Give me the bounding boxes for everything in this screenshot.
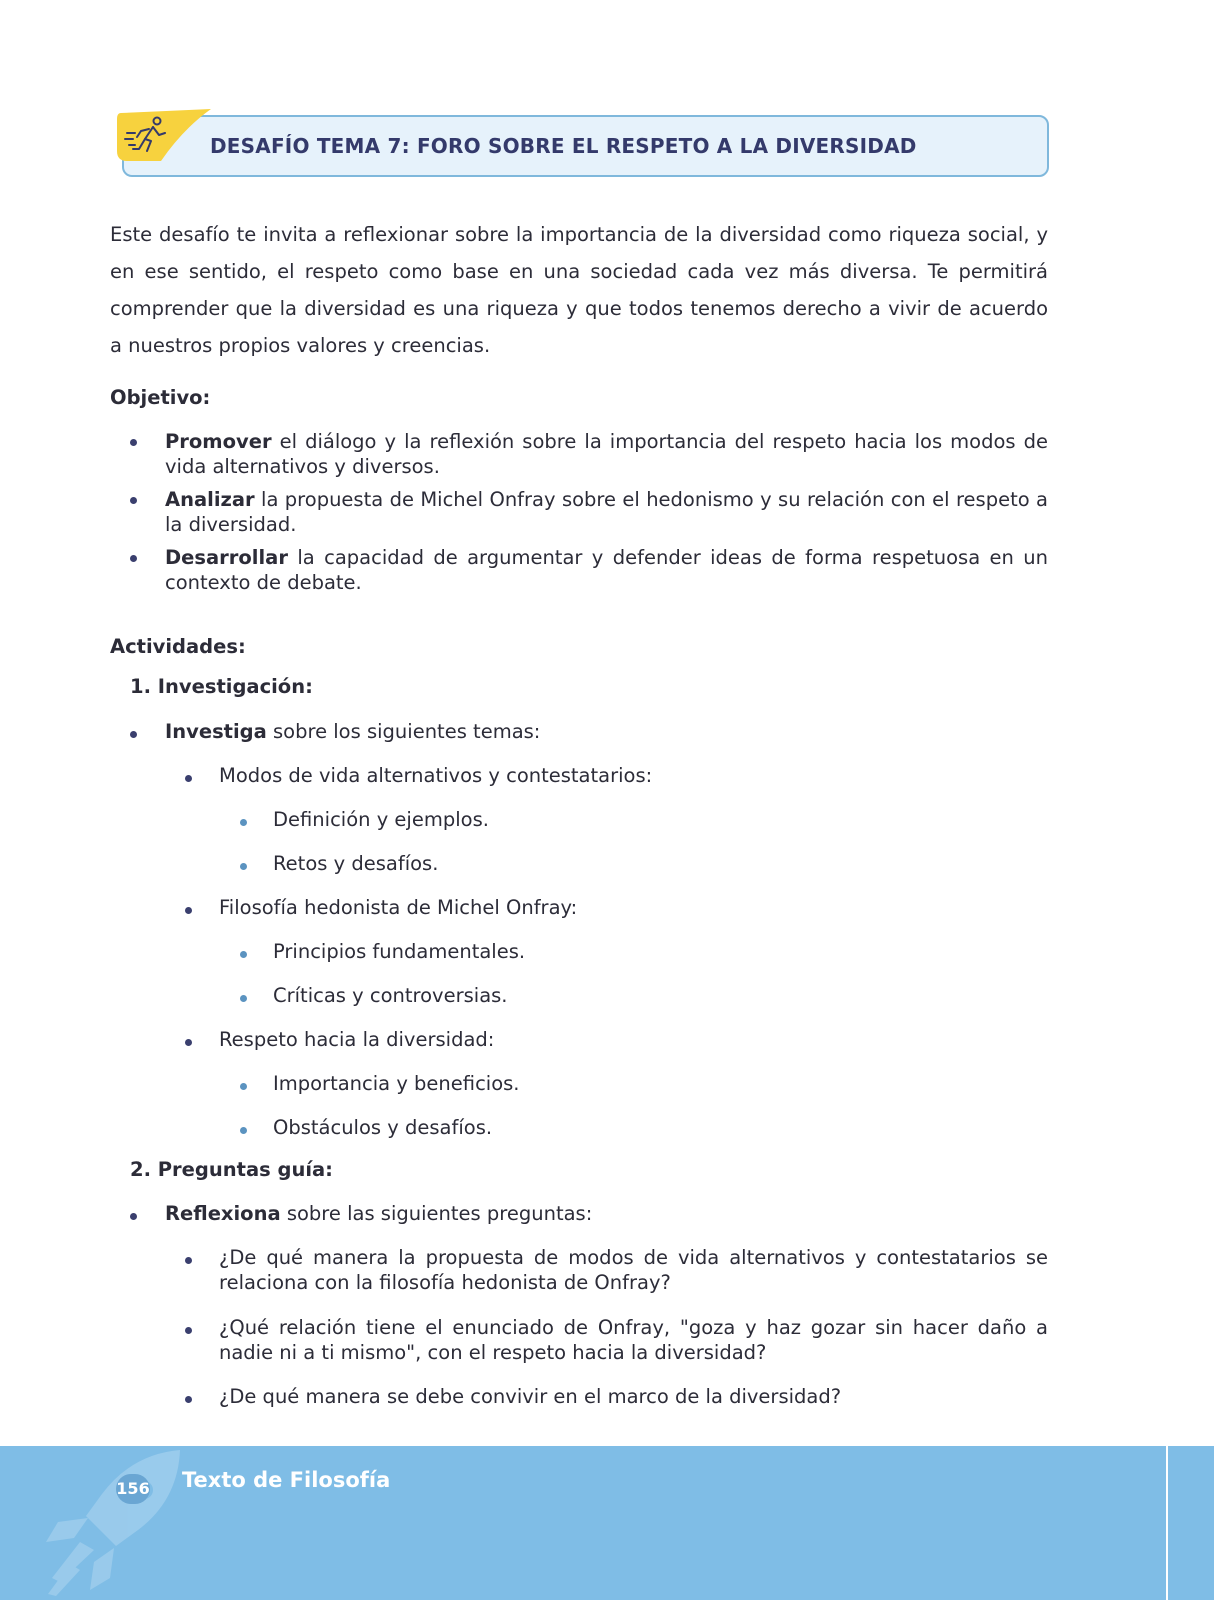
questions-lead: Reflexiona sobre las siguientes preguntas: [165,1202,593,1225]
bullet [240,1083,247,1090]
bullet [130,1213,137,1220]
runner-icon [113,109,213,165]
bullet [185,907,192,914]
bullet [240,951,247,958]
section-banner [122,115,1049,177]
question-item: ¿De qué manera la propuesta de modos de vida alternativos y contestatarios se relaciona con la filosofía hedonista de Onfray? [219,1246,1048,1294]
topic-item: Respeto hacia la diversidad: [219,1028,495,1051]
bullet [240,1127,247,1134]
questions-heading: 2. Preguntas guía: [130,1158,333,1181]
bullet [240,819,247,826]
bullet [240,863,247,870]
page-number: 156 [116,1474,150,1504]
list-item: Analizar la propuesta de Michel Onfray sobre el hedonismo y su relación con el respeto a la diversidad. [110,487,1048,537]
subtopic-item: Principios fundamentales. [273,940,526,963]
question-item: ¿Qué relación tiene el enunciado de Onfray, "goza y haz gozar sin hacer daño a nadie ni a ti mismo", con el respeto hacia la diversidad? [219,1316,1048,1364]
research-lead: Investiga sobre los siguientes temas: [165,720,541,743]
subtopic-item: Críticas y controversias. [273,984,508,1007]
list-item: Promover el diálogo y la reflexión sobre la importancia del respeto hacia los modos de vida alternativos y diversos. [110,429,1048,479]
topic-item: Modos de vida alternativos y contestatarios: [219,764,653,787]
section-title: DESAFÍO TEMA 7: FORO SOBRE EL RESPETO A LA DIVERSIDAD [210,134,917,158]
intro-paragraph: Este desafío te invita a reflexionar sobre la importancia de la diversidad como riqueza social, y en ese sentido, el respeto como base en una sociedad cada vez más diversa. Te permitirá comprender que la diversidad es una riqueza y que todos tenemos derecho a vivir de acuerdo a nuestros propios valores y creencias. [110,223,1048,357]
objective-list [110,429,1048,603]
topic-item: Filosofía hedonista de Michel Onfray: [219,896,578,919]
bullet [240,995,247,1002]
bullet [185,1257,192,1264]
footer-side-strip [1168,1446,1214,1600]
research-heading: 1. Investigación: [130,675,313,698]
objective-heading: Objetivo: [110,386,211,409]
subtopic-item: Retos y desafíos. [273,852,439,875]
bullet [130,731,137,738]
activities-heading: Actividades: [110,635,246,658]
rocket-icon [40,1446,190,1600]
subtopic-item: Importancia y beneficios. [273,1072,520,1095]
footer-title: Texto de Filosofía [182,1468,391,1492]
list-item: Desarrollar la capacidad de argumentar y defender ideas de forma respetuosa en un contexto de debate. [110,545,1048,595]
bullet [185,1396,192,1403]
bullet [185,775,192,782]
bullet [185,1327,192,1334]
subtopic-item: Obstáculos y desafíos. [273,1116,493,1139]
question-item: ¿De qué manera se debe convivir en el marco de la diversidad? [219,1385,842,1408]
bullet [185,1039,192,1046]
subtopic-item: Definición y ejemplos. [273,808,489,831]
